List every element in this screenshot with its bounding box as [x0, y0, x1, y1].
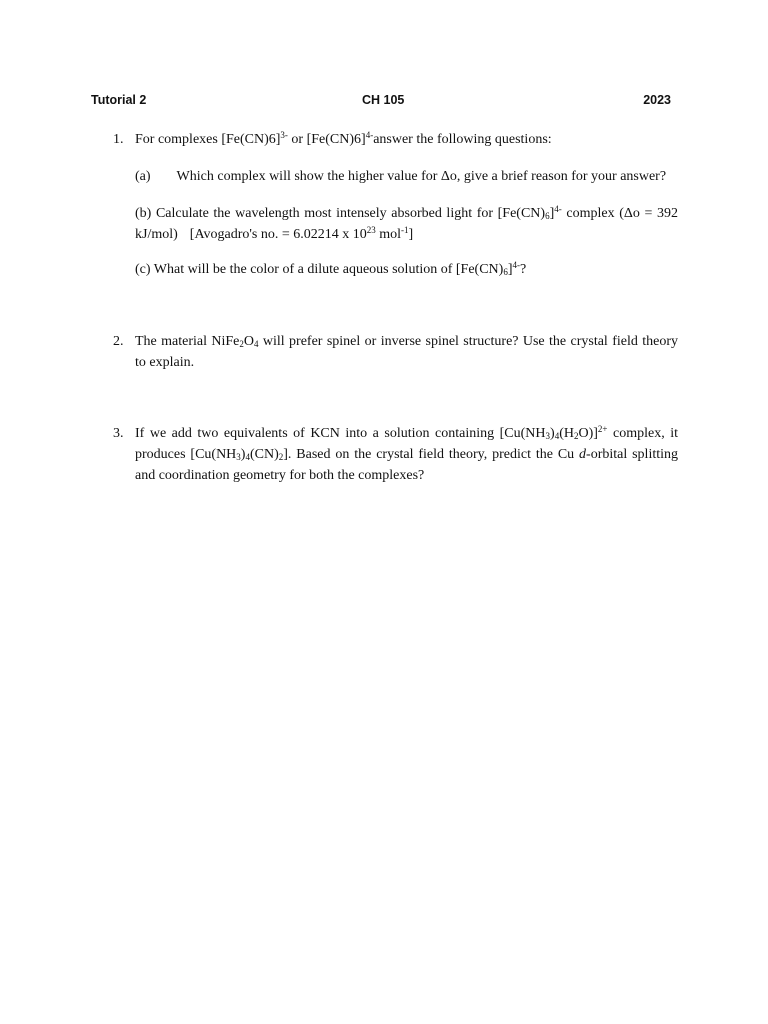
q1-text-c: answer the following questions:: [373, 132, 552, 147]
q1-sup-b: 4-: [365, 130, 374, 140]
q1b-t5: mol: [375, 227, 402, 242]
q1c-t1: What will be the color of a dilute aqueous solution of [Fe(CN): [150, 262, 504, 277]
q3-sub5: 4: [245, 452, 250, 462]
q1c-t2: ]: [507, 262, 513, 277]
q2-t2: O: [243, 334, 255, 349]
q3-t3: (H: [559, 426, 574, 441]
question-2-text: [135, 331, 678, 373]
q1b-sup1: 4-: [554, 204, 562, 214]
q1b-sup2: 23: [366, 225, 376, 235]
q3-sub2: 4: [554, 431, 560, 441]
q3-t2: ): [550, 426, 555, 441]
q1b-sup3: -1: [401, 225, 409, 235]
question-1-number: 1.: [113, 132, 124, 147]
document-header: [91, 93, 681, 111]
question-3-number: 3.: [113, 426, 124, 441]
q3-sub3: 2: [573, 431, 579, 441]
question-1c: [135, 259, 678, 280]
q3-t5: complex, it produces [Cu(NH: [135, 426, 678, 462]
q1c-sup1: 4-: [512, 260, 520, 270]
q3-t6: ): [240, 447, 246, 462]
q2-sub1: 2: [239, 339, 244, 349]
q2-t3: will prefer spinel or inverse spinel structure? Use the crystal field theory to explain.: [135, 334, 678, 370]
q1a-text: Which complex will show the higher value for Δo, give a brief reason for your answer?: [176, 169, 667, 184]
question-1a: [135, 166, 678, 187]
question-1b: [135, 203, 678, 245]
q3-t4: O)]: [578, 426, 598, 441]
q3-t1: If we add two equivalents of KCN into a solution containing [Cu(NH: [135, 426, 546, 441]
header-year: 2023: [643, 93, 671, 107]
q2-t1: The material NiFe: [135, 334, 240, 349]
q3-italic-d: d: [579, 447, 587, 462]
q2-sub2: 4: [254, 339, 259, 349]
q1b-t1: Calculate the wavelength most intensely absorbed light for [Fe(CN): [151, 206, 546, 221]
q1a-label: (a): [135, 169, 151, 184]
question-2-number: 2.: [113, 334, 124, 349]
q1c-label: (c): [135, 262, 151, 277]
q1b-t6: ]: [408, 227, 414, 242]
q1c-t3: ?: [520, 262, 527, 277]
header-course: CH 105: [362, 93, 405, 107]
q3-sub4: 3: [236, 452, 241, 462]
q3-sub6: 2: [278, 452, 284, 462]
q3-t7: (CN): [249, 447, 279, 462]
q3-sup1: 2+: [597, 424, 608, 434]
header-tutorial: Tutorial 2: [91, 93, 147, 107]
q1b-t2: ]: [549, 206, 555, 221]
q1-text-b: or [Fe(CN)6]: [287, 132, 366, 147]
q1b-sub1: 6: [545, 211, 550, 221]
q1-sup-a: 3-: [280, 130, 288, 140]
q3-t8: ]. Based on the crystal field theory, predict the Cu: [283, 447, 580, 462]
q1b-t3: complex (Δo = 392 kJ/mol): [135, 206, 678, 242]
question-3-text: [135, 423, 678, 486]
q1b-t4: [Avogadro's no. = 6.02214 x 10: [189, 227, 367, 242]
q3-t9: -orbital splitting and coordination geometry for both the complexes?: [135, 447, 679, 483]
q3-sub1: 3: [545, 431, 551, 441]
q1-text-a: For complexes [Fe(CN)6]: [135, 132, 281, 147]
q1b-label: (b): [135, 206, 152, 221]
question-1-text: [135, 129, 678, 150]
q1c-sub1: 6: [503, 267, 508, 277]
